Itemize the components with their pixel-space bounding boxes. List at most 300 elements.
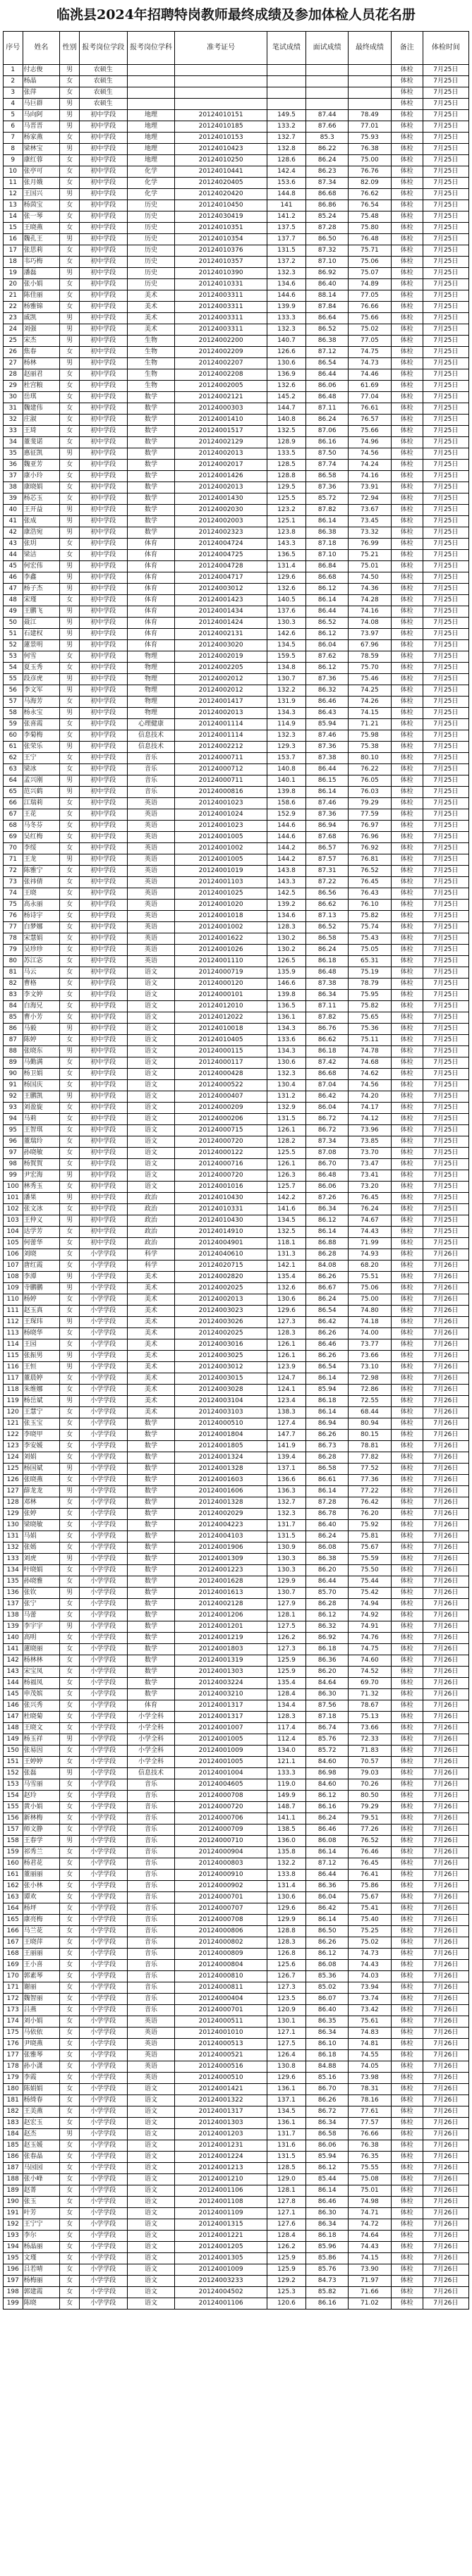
table-cell: 132.6: [267, 381, 305, 392]
table-cell: 初中学段: [79, 121, 127, 133]
table-cell: 7月26日: [423, 1667, 468, 1678]
table-cell: 20124001315: [175, 2219, 267, 2231]
table-cell: 体检: [391, 1351, 423, 1362]
table-cell: 体检: [391, 1012, 423, 1024]
table-cell: 初中学段: [79, 1046, 127, 1057]
table-cell: 朱维娜: [23, 1385, 60, 1396]
table-cell: 86.08: [306, 1836, 349, 1847]
table-cell: 69: [4, 832, 23, 843]
table-cell: 7月26日: [423, 1824, 468, 1836]
table-cell: 20124001410: [175, 415, 267, 426]
table-cell: 小学学段: [79, 1960, 127, 1971]
table-row: [4, 1881, 469, 1892]
table-cell: 体检: [391, 2197, 423, 2208]
table-cell: 7月25日: [423, 888, 468, 900]
table-row: [4, 719, 469, 730]
table-cell: 体检: [391, 2208, 423, 2219]
table-cell: 25: [4, 336, 23, 347]
table-cell: 20124002820: [175, 1272, 267, 1283]
table-cell: 张磊: [23, 1768, 60, 1779]
table-cell: 20124001622: [175, 933, 267, 945]
table-cell: 33: [4, 426, 23, 437]
table-cell: 74.94: [349, 1599, 391, 1610]
table-cell: 75.00: [349, 155, 391, 166]
table-cell: 20124002012: [175, 674, 267, 685]
table-cell: 31: [4, 403, 23, 415]
table-cell: 女: [60, 1328, 80, 1339]
table-row: [4, 651, 469, 663]
table-cell: 49: [4, 606, 23, 618]
table-cell: 体检: [391, 1633, 423, 1644]
table-cell: 体检: [391, 990, 423, 1001]
table-cell: 初中学段: [79, 178, 127, 189]
table-cell: 85.96: [306, 2242, 349, 2253]
table-cell: 历史: [127, 234, 175, 245]
table-cell: 音乐: [127, 1802, 175, 1813]
table-cell: 体检: [391, 606, 423, 618]
table-cell: 初中学段: [79, 1103, 127, 1114]
table-cell: 150: [4, 1746, 23, 1757]
table-cell: 123.4: [267, 1396, 305, 1407]
table-cell: 1: [4, 65, 23, 76]
table-cell: 李晓甲: [23, 1430, 60, 1441]
table-cell: 音乐: [127, 2005, 175, 2016]
table-cell: 女: [60, 1227, 80, 1238]
table-cell: 小学学段: [79, 1915, 127, 1926]
table-cell: 体检: [391, 1125, 423, 1136]
table-cell: 政治: [127, 1227, 175, 1238]
table-cell: 132.7: [267, 1497, 305, 1509]
table-cell: 体检: [391, 1926, 423, 1937]
table-cell: 20124000802: [175, 1937, 267, 1949]
table-cell: 74.18: [349, 1317, 391, 1328]
table-cell: 87.26: [306, 1193, 349, 1204]
table-cell: 7月26日: [423, 1452, 468, 1464]
table-cell: 128.1: [267, 1610, 305, 1621]
table-cell: 86.14: [306, 1373, 349, 1385]
table-cell: 75.67: [349, 1542, 391, 1554]
table-cell: 74.96: [349, 437, 391, 448]
table-cell: 数学: [127, 527, 175, 539]
table-row: [4, 189, 469, 200]
table-cell: 语文: [127, 2095, 175, 2106]
table-cell: 86.54: [306, 358, 349, 369]
table-cell: 男: [60, 144, 80, 155]
table-cell: 87.32: [306, 245, 349, 257]
table-cell: 20124001805: [175, 1441, 267, 1452]
table-cell: 20124010430: [175, 1215, 267, 1227]
table-row: [4, 1204, 469, 1215]
table-cell: 刘盈旋: [23, 1103, 60, 1114]
table-cell: 女: [60, 956, 80, 967]
table-cell: 数学: [127, 1418, 175, 1430]
table-cell: 小学学段: [79, 1994, 127, 2005]
table-cell: 初中学段: [79, 257, 127, 268]
table-cell: 音乐: [127, 1949, 175, 1960]
table-cell: 马毅: [23, 1024, 60, 1035]
table-cell: 20124003012: [175, 584, 267, 595]
table-cell: 78.67: [349, 1700, 391, 1712]
table-cell: 体检: [391, 2073, 423, 2084]
table-cell: 74.56: [349, 448, 391, 460]
table-cell: [349, 65, 391, 76]
table-cell: 86.14: [306, 787, 349, 798]
table-cell: 杜宫粮: [23, 381, 60, 392]
table-cell: 小学学段: [79, 1858, 127, 1870]
table-cell: 15: [4, 223, 23, 234]
table-cell: 何雪: [23, 651, 60, 663]
table-cell: 129.9: [267, 1915, 305, 1926]
table-cell: 7月26日: [423, 2005, 468, 2016]
table-cell: 体检: [391, 775, 423, 787]
table-cell: 73.74: [349, 1994, 391, 2005]
table-cell: 初中学段: [79, 832, 127, 843]
table-row: [4, 268, 469, 279]
table-cell: 张小娟: [23, 279, 60, 290]
table-cell: 87.06: [306, 426, 349, 437]
table-cell: 张成: [23, 516, 60, 527]
table-cell: 音乐: [127, 1824, 175, 1836]
table-row: [4, 595, 469, 606]
table-cell: 7月26日: [423, 1903, 468, 1915]
table-cell: 13: [4, 200, 23, 211]
table-cell: 音乐: [127, 1892, 175, 1903]
table-row: [4, 1261, 469, 1272]
table-cell: 131.7: [267, 2129, 305, 2140]
table-cell: 董晨婷: [23, 1373, 60, 1385]
table-cell: 7月26日: [423, 1576, 468, 1588]
table-cell: 体检: [391, 2253, 423, 2264]
table-cell: 7月25日: [423, 336, 468, 347]
table-cell: 195: [4, 2253, 23, 2264]
table-cell: 7月25日: [423, 572, 468, 584]
table-cell: 王晓文: [23, 1723, 60, 1734]
table-cell: 英语: [127, 866, 175, 877]
table-cell: 74.98: [349, 2197, 391, 2208]
table-cell: 女: [60, 1373, 80, 1385]
table-cell: 体检: [391, 2118, 423, 2129]
table-cell: 86.42: [306, 1317, 349, 1328]
table-cell: 120: [4, 1407, 23, 1418]
table-cell: 初中学段: [79, 730, 127, 742]
table-cell: 7月25日: [423, 956, 468, 967]
table-cell: 86.07: [306, 1994, 349, 2005]
table-cell: 体检: [391, 1678, 423, 1689]
table-cell: 86.73: [306, 1441, 349, 1452]
table-cell: 7月25日: [423, 211, 468, 223]
table-cell: 20124003233: [175, 2276, 267, 2287]
table-cell: 杨岳斌: [23, 1396, 60, 1407]
table-cell: 语文: [127, 2118, 175, 2129]
table-cell: 107: [4, 1261, 23, 1272]
table-cell: 20124001019: [175, 866, 267, 877]
table-cell: 体检: [391, 2242, 423, 2253]
table-cell: 7月26日: [423, 1520, 468, 1531]
table-cell: 20124000816: [175, 787, 267, 798]
table-cell: 76.66: [349, 302, 391, 313]
table-cell: 体检: [391, 87, 423, 99]
table-cell: 体检: [391, 257, 423, 268]
table-cell: 语文: [127, 2174, 175, 2185]
table-cell: 7月26日: [423, 2084, 468, 2095]
table-cell: 7月25日: [423, 234, 468, 245]
table-cell: 77.59: [349, 809, 391, 821]
table-cell: 128.5: [267, 2163, 305, 2174]
table-cell: 女: [60, 1159, 80, 1170]
table-row: [4, 1847, 469, 1858]
table-cell: 康晓娟: [23, 482, 60, 493]
table-cell: 86.18: [306, 1644, 349, 1655]
table-cell: 石建权: [23, 629, 60, 640]
table-row: [4, 1193, 469, 1204]
table-cell: 69.70: [349, 1678, 391, 1689]
table-cell: 144.6: [267, 290, 305, 302]
table-cell: 韦巧梅: [23, 257, 60, 268]
table-cell: 199: [4, 2298, 23, 2310]
table-cell: 75.66: [349, 426, 391, 437]
table-cell: 初中学段: [79, 437, 127, 448]
table-cell: 体检: [391, 144, 423, 155]
table-cell: 杨玉祥: [23, 1734, 60, 1746]
table-row: [4, 1610, 469, 1621]
table-cell: 小学学段: [79, 1576, 127, 1588]
table-cell: 王婷婷: [23, 1757, 60, 1768]
table-cell: 高永丽: [23, 900, 60, 911]
table-cell: 14: [4, 211, 23, 223]
table-cell: 127.3: [267, 1982, 305, 1994]
table-cell: 76.03: [349, 787, 391, 798]
table-cell: 75.02: [349, 324, 391, 336]
table-cell: 130.9: [267, 1542, 305, 1554]
table-cell: 20124001423: [175, 595, 267, 606]
table-cell: 8: [4, 144, 23, 155]
table-cell: 154: [4, 1791, 23, 1802]
table-cell: 体检: [391, 1734, 423, 1746]
table-cell: 数学: [127, 1588, 175, 1599]
table-cell: 女: [60, 1520, 80, 1531]
table-cell: 体检: [391, 1621, 423, 1633]
table-cell: 语文: [127, 990, 175, 1001]
table-cell: 108: [4, 1272, 23, 1283]
table-cell: 7月26日: [423, 2264, 468, 2276]
table-cell: 141: [267, 200, 305, 211]
table-cell: 初中学段: [79, 663, 127, 674]
table-cell: 数学: [127, 1497, 175, 1509]
table-row: [4, 1035, 469, 1046]
table-cell: 7月26日: [423, 1836, 468, 1847]
table-cell: 7月25日: [423, 1136, 468, 1148]
table-row: [4, 1103, 469, 1114]
table-cell: 144.2: [267, 854, 305, 866]
table-row: [4, 1982, 469, 1994]
table-cell: 小学学段: [79, 1734, 127, 1746]
table-cell: 女: [60, 1712, 80, 1723]
table-cell: 女: [60, 2231, 80, 2242]
table-cell: 马依依: [23, 2028, 60, 2039]
table-row: [4, 1148, 469, 1159]
table-row: [4, 178, 469, 189]
table-cell: 20124020420: [175, 189, 267, 200]
table-cell: 付志俊: [23, 65, 60, 76]
table-cell: 132.8: [267, 144, 305, 155]
table-cell: 87.38: [306, 753, 349, 764]
table-cell: 男: [60, 110, 80, 121]
table-row: [4, 775, 469, 787]
table-cell: 男: [60, 121, 80, 133]
table-cell: 初中学段: [79, 1182, 127, 1193]
table-row: [4, 1464, 469, 1475]
table-cell: 达学芳: [23, 1227, 60, 1238]
table-cell: 20124003104: [175, 1396, 267, 1407]
table-cell: 女: [60, 1407, 80, 1418]
table-cell: 75.71: [349, 245, 391, 257]
table-cell: 赵玲: [23, 1791, 60, 1802]
table-cell: 7月26日: [423, 1734, 468, 1746]
table-cell: 女: [60, 1903, 80, 1915]
table-cell: 73.66: [349, 1723, 391, 1734]
table-cell: 男: [60, 1768, 80, 1779]
table-cell: 初中学段: [79, 392, 127, 403]
table-row: [4, 888, 469, 900]
table-cell: 体检: [391, 1779, 423, 1791]
table-cell: 杨茵宝: [23, 200, 60, 211]
table-cell: 体检: [391, 764, 423, 775]
table-cell: 王宁宁: [23, 2219, 60, 2231]
table-row: [4, 2208, 469, 2219]
table-cell: 小学学段: [79, 1464, 127, 1475]
table-cell: 157: [4, 1824, 23, 1836]
table-row: [4, 2253, 469, 2264]
table-cell: 7月26日: [423, 2061, 468, 2073]
table-cell: 小学学段: [79, 1655, 127, 1667]
table-cell: 20124002019: [175, 651, 267, 663]
table-cell: 小学学段: [79, 2005, 127, 2016]
table-cell: 140.8: [267, 764, 305, 775]
table-cell: 85: [4, 1012, 23, 1024]
table-cell: 7月25日: [423, 821, 468, 832]
table-cell: 男: [60, 448, 80, 460]
table-cell: 74.80: [349, 1306, 391, 1317]
table-cell: 历史: [127, 211, 175, 223]
table-cell: 体检: [391, 347, 423, 358]
table-cell: 小学学段: [79, 1339, 127, 1351]
table-cell: 7月25日: [423, 719, 468, 730]
table-row: [4, 2276, 469, 2287]
table-cell: 30: [4, 392, 23, 403]
table-cell: 数学: [127, 460, 175, 471]
table-cell: 庄淑: [23, 415, 60, 426]
table-cell: 初中学段: [79, 426, 127, 437]
table-cell: 75.06: [349, 257, 391, 268]
table-cell: 体检: [391, 618, 423, 629]
table-cell: 女: [60, 2287, 80, 2298]
table-cell: 英语: [127, 832, 175, 843]
table-cell: 王慧宁: [23, 1407, 60, 1418]
table-cell: 74.52: [349, 1667, 391, 1678]
table-cell: 134.3: [267, 1024, 305, 1035]
table-row: [4, 257, 469, 268]
table-row: [4, 900, 469, 911]
table-cell: 133.3: [267, 313, 305, 324]
table-cell: 71.32: [349, 1689, 391, 1700]
table-cell: 体检: [391, 2005, 423, 2016]
table-cell: [267, 76, 305, 87]
table-cell: 政治: [127, 1193, 175, 1204]
table-cell: 20124000511: [175, 2016, 267, 2028]
table-cell: 体检: [391, 1824, 423, 1836]
table-cell: 17: [4, 245, 23, 257]
table-cell: 7月25日: [423, 1035, 468, 1046]
table-cell: 87.84: [306, 302, 349, 313]
table-cell: 女: [60, 843, 80, 854]
table-cell: 女: [60, 166, 80, 178]
table-cell: 87.38: [306, 979, 349, 990]
table-row: [4, 1317, 469, 1328]
table-cell: 86.42: [306, 1091, 349, 1103]
table-cell: 185: [4, 2140, 23, 2152]
table-cell: 7月25日: [423, 121, 468, 133]
table-cell: 女: [60, 1339, 80, 1351]
table-cell: 女: [60, 663, 80, 674]
table-cell: 130.8: [267, 2061, 305, 2073]
table-cell: 20124040610: [175, 1249, 267, 1261]
table-cell: 75.86: [349, 1881, 391, 1892]
table-cell: 体检: [391, 121, 423, 133]
table-cell: 7月25日: [423, 493, 468, 505]
table-cell: 103: [4, 1215, 23, 1227]
table-cell: 女: [60, 87, 80, 99]
table-cell: 76.45: [349, 877, 391, 888]
table-row: [4, 1373, 469, 1385]
table-cell: 赵玉真: [23, 1306, 60, 1317]
column-header: 笔试成绩: [267, 32, 305, 65]
table-row: [4, 787, 469, 798]
table-cell: 7月25日: [423, 99, 468, 110]
table-cell: 初中学段: [79, 595, 127, 606]
table-cell: 77: [4, 922, 23, 933]
table-cell: 75.21: [349, 550, 391, 561]
table-cell: 77.82: [349, 1452, 391, 1464]
table-cell: 初中学段: [79, 933, 127, 945]
table-cell: 96: [4, 1136, 23, 1148]
table-cell: 马娟: [23, 1531, 60, 1542]
table-cell: 86.12: [306, 1610, 349, 1621]
table-cell: 74.24: [349, 460, 391, 471]
table-cell: 133.2: [267, 121, 305, 133]
table-cell: 86.44: [306, 1576, 349, 1588]
table-cell: 20124004103: [175, 1531, 267, 1542]
table-cell: 初中学段: [79, 967, 127, 979]
table-cell: 135: [4, 1576, 23, 1588]
table-row: [4, 211, 469, 223]
table-row: [4, 166, 469, 178]
table-cell: 77.01: [349, 121, 391, 133]
table-row: [4, 1091, 469, 1103]
table-cell: 87.31: [306, 866, 349, 877]
table-cell: 76.24: [349, 1204, 391, 1215]
table-cell: 74.56: [349, 1080, 391, 1091]
table-cell: 73.91: [349, 482, 391, 493]
table-cell: 体检: [391, 65, 423, 76]
table-cell: 20124000716: [175, 1159, 267, 1170]
table-cell: 7月25日: [423, 651, 468, 663]
table-cell: 体检: [391, 1870, 423, 1881]
table-cell: 20124001424: [175, 618, 267, 629]
table-cell: 86.34: [306, 2219, 349, 2231]
table-row: [4, 2028, 469, 2039]
table-cell: 男: [60, 358, 80, 369]
table-cell: 杨家燕: [23, 133, 60, 144]
